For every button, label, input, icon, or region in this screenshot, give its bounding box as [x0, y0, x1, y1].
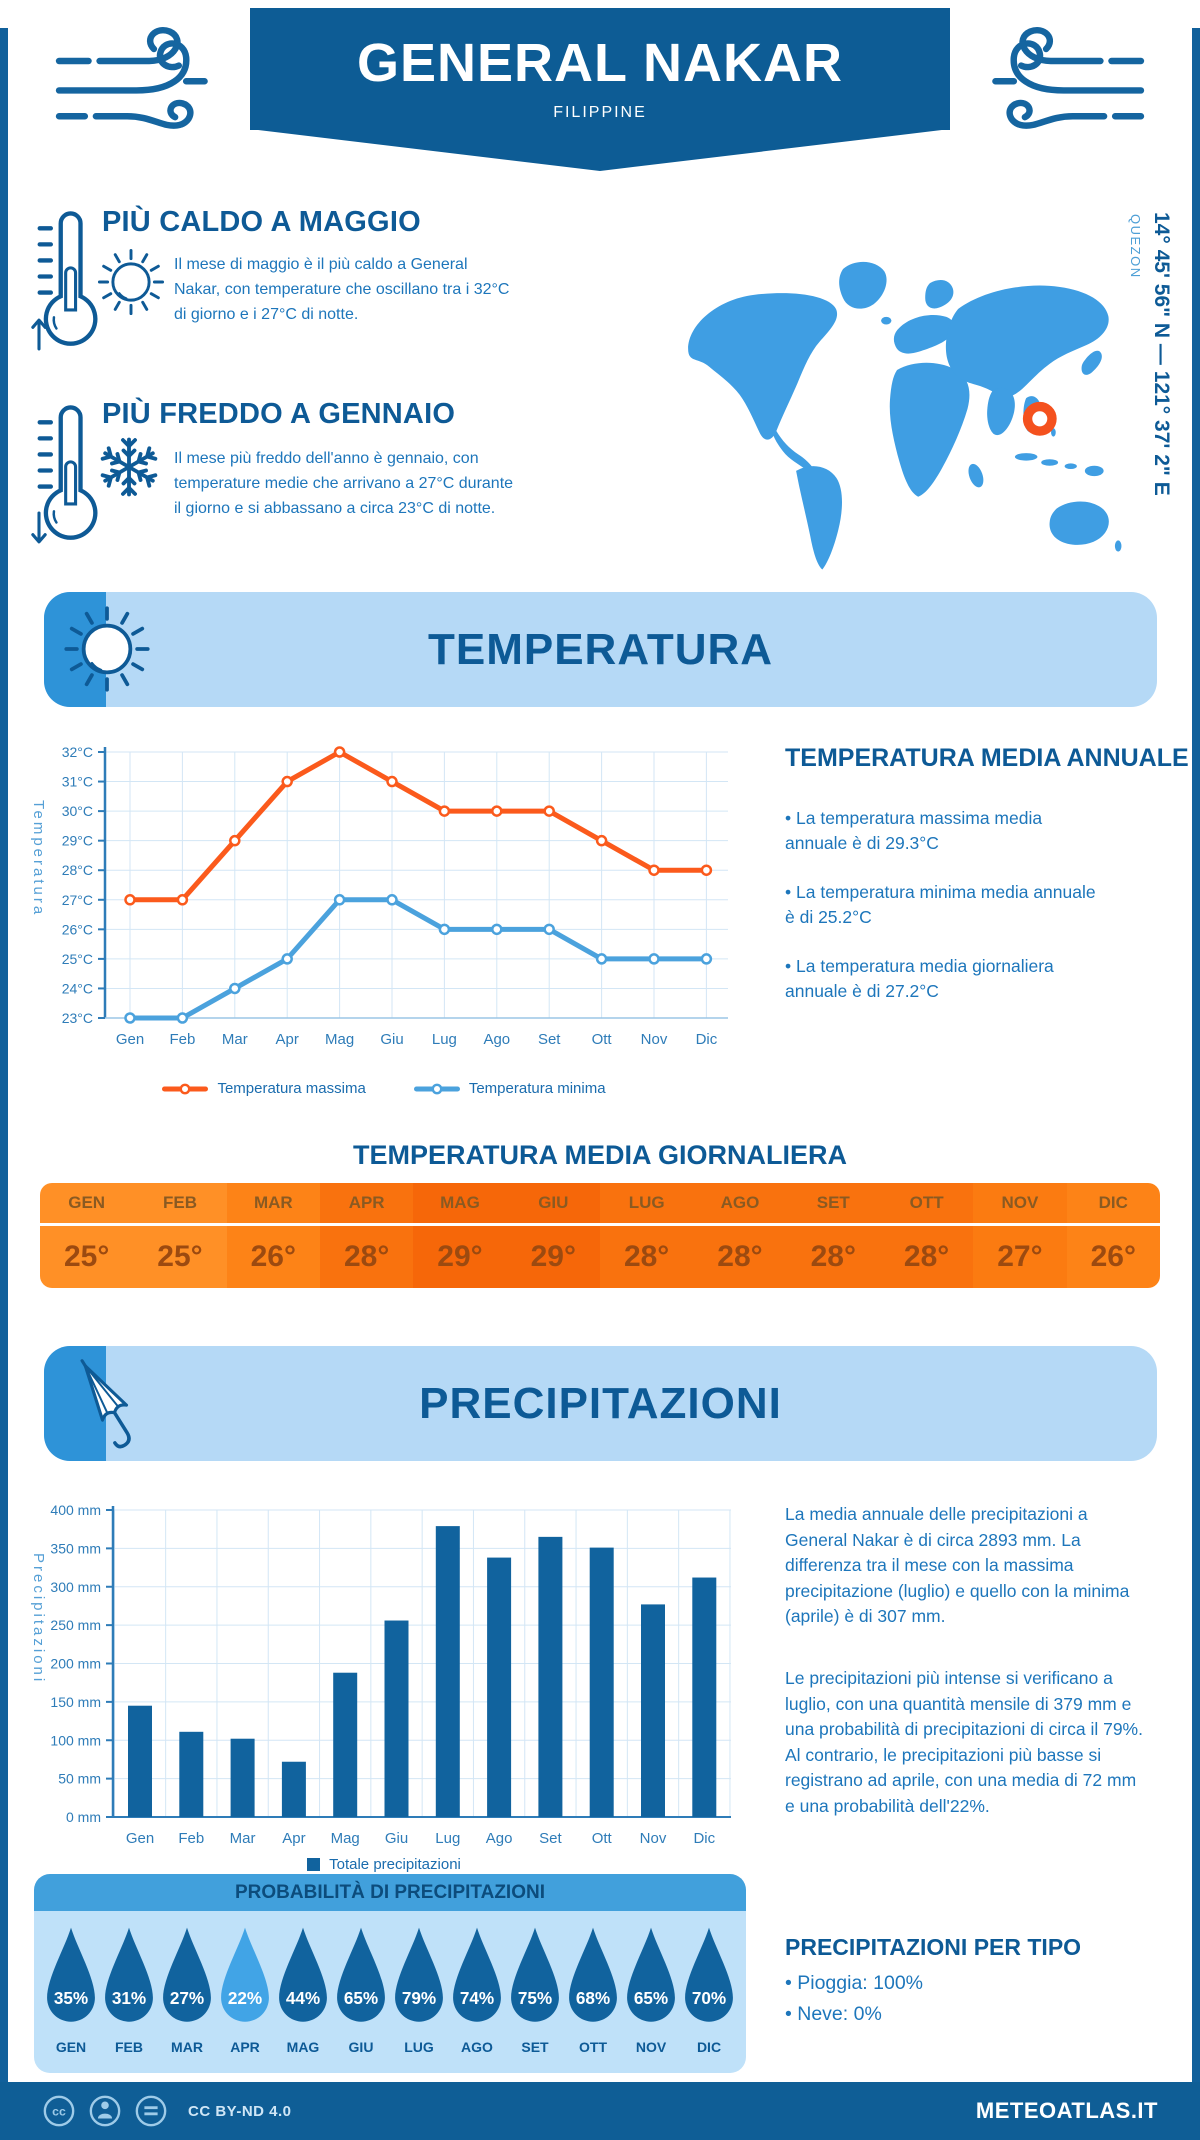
- svg-text:27%: 27%: [169, 1988, 205, 2009]
- svg-text:Mag: Mag: [330, 1830, 360, 1847]
- daily-temp-value: 25°: [157, 1240, 203, 1273]
- svg-text:22%: 22%: [227, 1988, 263, 2009]
- cc-icon: [42, 2094, 76, 2128]
- svg-text:Feb: Feb: [178, 1830, 205, 1847]
- raindrop-icon: [451, 1925, 503, 2029]
- svg-text:74%: 74%: [459, 1988, 495, 2009]
- svg-text:Dic: Dic: [693, 1830, 716, 1847]
- probability-drop: [449, 1925, 505, 2055]
- legend-marker: [414, 1083, 460, 1095]
- raindrop-icon: [45, 1925, 97, 2029]
- footer-license-text: CC BY-ND 4.0: [188, 2102, 292, 2120]
- annual-temperature-title: TEMPERATURA MEDIA ANNUALE: [785, 744, 1189, 772]
- svg-text:23°C: 23°C: [61, 1010, 93, 1026]
- svg-text:Feb: Feb: [169, 1031, 196, 1048]
- svg-text:27°C: 27°C: [61, 891, 93, 908]
- arrow-down-icon: [28, 510, 50, 546]
- highlight-cold-text: Il mese più freddo dell'anno è gennaio, con temperature medie che arrivano a 27°C durante il giorno e si abbassano a circa 23°C di notte.: [174, 450, 514, 517]
- probability-month-label: GIU: [348, 2039, 374, 2055]
- probability-drop: [623, 1925, 679, 2055]
- probability-title: PROBABILITÀ DI PRECIPITAZIONI: [34, 1874, 746, 1911]
- svg-text:44%: 44%: [285, 1988, 321, 2009]
- page-title: GENERAL NAKAR: [356, 33, 844, 93]
- svg-text:Set: Set: [539, 1830, 562, 1847]
- svg-text:Giu: Giu: [380, 1031, 404, 1048]
- precipitation-types-title: PRECIPITAZIONI PER TIPO: [785, 1934, 1082, 1960]
- svg-text:26°C: 26°C: [61, 921, 93, 938]
- probability-month-label: NOV: [635, 2039, 667, 2055]
- daily-temp-column: [880, 1183, 973, 1288]
- header-banner-chevron: [250, 129, 950, 171]
- map-region-label: QUEZON: [1128, 214, 1143, 279]
- probability-drop: [101, 1925, 157, 2055]
- svg-text:32°C: 32°C: [61, 744, 93, 760]
- svg-text:35%: 35%: [53, 1988, 89, 2009]
- daily-temp-month: DIC: [1067, 1183, 1160, 1226]
- svg-text:0 mm: 0 mm: [66, 1809, 101, 1825]
- no-derivatives-icon: [134, 2094, 168, 2128]
- temperature-section-title: TEMPERATURA: [427, 625, 774, 674]
- svg-text:25°C: 25°C: [61, 950, 93, 967]
- raindrop-icon: [683, 1925, 735, 2029]
- svg-text:65%: 65%: [343, 1988, 379, 2009]
- location-marker: [1028, 407, 1052, 431]
- annual-temperature-list: [785, 806, 1105, 1028]
- daily-temp-month: FEB: [133, 1183, 226, 1226]
- world-map: [655, 208, 1125, 593]
- daily-temp-month: SET: [787, 1183, 880, 1226]
- daily-temp-column: [40, 1183, 133, 1288]
- footer-license-group: [42, 2094, 292, 2128]
- precipitation-type-item: • Neve: 0%: [785, 1999, 923, 2030]
- svg-text:Lug: Lug: [431, 1031, 457, 1048]
- annual-temperature-item: • La temperatura massima media annuale è di 29.3°C: [785, 806, 1105, 856]
- svg-text:Lug: Lug: [435, 1830, 461, 1847]
- svg-text:Mag: Mag: [325, 1031, 355, 1048]
- svg-text:Ago: Ago: [483, 1031, 511, 1048]
- annual-temperature-item: • La temperatura media giornaliera annuale è di 27.2°C: [785, 954, 1105, 1004]
- temperature-chart-legend: [28, 1080, 740, 1097]
- svg-text:79%: 79%: [401, 1988, 437, 2009]
- temperature-chart: [28, 740, 740, 1060]
- precipitation-chart-legend: [28, 1856, 740, 1873]
- precipitation-summary-text: La media annuale delle precipitazioni a General Nakar è di circa 2893 mm. La differenza tra il mese con la massima precipitazione (luglio) e quello con la minima (aprile) è di 307 mm.: [785, 1504, 1130, 1626]
- svg-text:Gen: Gen: [115, 1031, 145, 1048]
- daily-temp-column: [320, 1183, 413, 1288]
- svg-text:Mar: Mar: [229, 1830, 256, 1847]
- arrow-up-icon: [28, 316, 50, 352]
- daily-temp-month: MAR: [227, 1183, 320, 1226]
- raindrop-icon: [567, 1925, 619, 2029]
- svg-text:Ott: Ott: [591, 1031, 612, 1048]
- daily-temp-month: NOV: [973, 1183, 1066, 1226]
- daily-temp-value: 27°: [997, 1240, 1043, 1273]
- raindrop-icon: [219, 1925, 271, 2029]
- wind-icon: [48, 24, 223, 144]
- precipitation-chart: [28, 1500, 740, 1860]
- raindrop-icon: [393, 1925, 445, 2029]
- probability-drop: [391, 1925, 447, 2055]
- sun-icon: [93, 244, 169, 320]
- svg-text:400 mm: 400 mm: [50, 1502, 101, 1518]
- probability-drop: [565, 1925, 621, 2055]
- raindrop-icon: [103, 1925, 155, 2029]
- probability-month-label: FEB: [115, 2039, 143, 2055]
- attribution-icon: [88, 2094, 122, 2128]
- raindrop-icon: [509, 1925, 561, 2029]
- probability-month-label: MAG: [286, 2039, 320, 2055]
- svg-text:Mar: Mar: [221, 1031, 248, 1048]
- legend-label: Totale precipitazioni: [329, 1856, 461, 1873]
- daily-temperature-table: [40, 1183, 1160, 1288]
- probability-month-label: APR: [230, 2039, 260, 2055]
- probability-month-label: LUG: [404, 2039, 434, 2055]
- highlight-warm-text: Il mese di maggio è il più caldo a General Nakar, con temperature che oscillano tra i 32°C di giorno e i 27°C di notte.: [174, 256, 510, 323]
- raindrop-icon: [335, 1925, 387, 2029]
- temperature-section-banner: [44, 592, 1157, 707]
- legend-marker: [162, 1083, 208, 1095]
- daily-temp-column: [693, 1183, 786, 1288]
- annual-temperature-item: • La temperatura minima media annuale è di 25.2°C: [785, 880, 1105, 930]
- svg-text:Ott: Ott: [591, 1830, 612, 1847]
- svg-text:75%: 75%: [517, 1988, 553, 2009]
- probability-month-label: AGO: [461, 2039, 493, 2055]
- daily-temp-column: [787, 1183, 880, 1288]
- daily-temp-value: 26°: [1090, 1240, 1136, 1273]
- precipitation-types-list: [785, 1968, 923, 2030]
- svg-text:Set: Set: [537, 1031, 561, 1048]
- probability-month-label: GEN: [55, 2039, 87, 2055]
- daily-temp-value: 29°: [530, 1240, 576, 1273]
- precipitation-section-banner: [44, 1346, 1157, 1461]
- probability-month-label: SET: [521, 2039, 549, 2055]
- daily-temp-month: AGO: [693, 1183, 786, 1226]
- probability-month-label: OTT: [579, 2039, 607, 2055]
- svg-text:Nov: Nov: [640, 1031, 668, 1048]
- daily-temp-value: 28°: [717, 1240, 763, 1273]
- svg-text:250 mm: 250 mm: [50, 1617, 101, 1634]
- svg-text:150 mm: 150 mm: [50, 1693, 101, 1710]
- sun-icon: [58, 600, 156, 698]
- highlight-cold-title: PIÙ FREDDO A GENNAIO: [102, 398, 456, 430]
- legend-label: Temperatura minima: [468, 1080, 606, 1097]
- daily-temp-column: [1067, 1183, 1160, 1288]
- precipitation-detail-text: Le precipitazioni più intense si verificano a luglio, con una quantità mensile di 379 mm e una probabilità di precipitazioni di circa il 79%. Al contrario, le precipitazioni più basse si registrano ad aprile, con una media di 72 mm e una probabilità dell'22%.: [785, 1668, 1143, 1816]
- daily-temp-column: [973, 1183, 1066, 1288]
- daily-temp-column: [133, 1183, 226, 1288]
- page-border-right: [1192, 28, 1200, 2082]
- svg-text:Ago: Ago: [485, 1830, 513, 1847]
- probability-drop: [43, 1925, 99, 2055]
- svg-text:28°C: 28°C: [61, 862, 93, 879]
- map-coordinates: 14° 45' 56" N — 121° 37' 2" E: [1150, 212, 1173, 496]
- wind-icon: [977, 24, 1152, 144]
- legend-item: [414, 1080, 606, 1097]
- svg-text:Gen: Gen: [125, 1830, 155, 1847]
- svg-text:65%: 65%: [633, 1988, 669, 2009]
- legend-item: [307, 1856, 461, 1873]
- svg-text:29°C: 29°C: [61, 832, 93, 849]
- page-border-left: [0, 28, 8, 2082]
- daily-temp-month: APR: [320, 1183, 413, 1226]
- daily-temp-value: 28°: [623, 1240, 670, 1273]
- daily-temp-value: 28°: [810, 1240, 856, 1273]
- daily-temp-month: MAG: [413, 1183, 506, 1226]
- svg-text:Nov: Nov: [639, 1830, 667, 1847]
- probability-drop: [275, 1925, 331, 2055]
- daily-temp-value: 25°: [63, 1240, 110, 1273]
- svg-text:31°C: 31°C: [61, 773, 93, 790]
- legend-marker: [307, 1858, 320, 1871]
- probability-drop: [217, 1925, 273, 2055]
- daily-temperature-title: TEMPERATURA MEDIA GIORNALIERA: [353, 1140, 847, 1170]
- page-subtitle: FILIPPINE: [553, 104, 647, 121]
- daily-temp-column: [507, 1183, 600, 1288]
- daily-temp-column: [227, 1183, 320, 1288]
- svg-text:50 mm: 50 mm: [58, 1770, 101, 1787]
- temperature-chart-ylabel: Temperatura: [30, 800, 47, 918]
- precipitation-chart-ylabel: Precipitazioni: [30, 1553, 47, 1685]
- svg-text:100 mm: 100 mm: [50, 1732, 101, 1749]
- precipitation-section-title: PRECIPITAZIONI: [419, 1379, 782, 1428]
- daily-temp-month: OTT: [880, 1183, 973, 1226]
- svg-text:300 mm: 300 mm: [50, 1578, 101, 1595]
- snowflake-icon: [96, 434, 162, 500]
- raindrop-icon: [161, 1925, 213, 2029]
- svg-text:Apr: Apr: [282, 1830, 306, 1847]
- daily-temp-month: GIU: [507, 1183, 600, 1226]
- daily-temp-value: 29°: [437, 1240, 483, 1273]
- highlight-warm-title: PIÙ CALDO A MAGGIO: [102, 206, 421, 238]
- probability-drop: [507, 1925, 563, 2055]
- probability-month-label: DIC: [696, 2039, 722, 2055]
- svg-text:200 mm: 200 mm: [50, 1655, 101, 1672]
- svg-text:Apr: Apr: [275, 1031, 299, 1048]
- daily-temp-value: 26°: [250, 1240, 296, 1273]
- footer-site-name: METEOATLAS.IT: [975, 2098, 1158, 2123]
- daily-temp-value: 28°: [343, 1240, 390, 1273]
- umbrella-icon: [56, 1352, 158, 1454]
- legend-item: [162, 1080, 365, 1097]
- svg-text:cc: cc: [52, 2104, 66, 2119]
- svg-text:30°C: 30°C: [61, 803, 93, 820]
- svg-text:24°C: 24°C: [61, 980, 93, 997]
- probability-drop: [159, 1925, 215, 2055]
- svg-text:31%: 31%: [111, 1988, 147, 2009]
- header-banner: [250, 8, 950, 130]
- probability-month-label: MAR: [171, 2039, 203, 2055]
- svg-text:Dic: Dic: [695, 1031, 718, 1048]
- raindrop-icon: [625, 1925, 677, 2029]
- svg-text:350 mm: 350 mm: [50, 1540, 101, 1557]
- daily-temp-column: [600, 1183, 693, 1288]
- daily-temp-month: LUG: [600, 1183, 693, 1226]
- svg-text:Giu: Giu: [384, 1830, 409, 1847]
- probability-body: [34, 1911, 746, 2073]
- svg-text:68%: 68%: [575, 1988, 611, 2009]
- precipitation-probability-panel: [34, 1874, 746, 2073]
- probability-drop: [681, 1925, 737, 2055]
- raindrop-icon: [277, 1925, 329, 2029]
- legend-label: Temperatura massima: [217, 1080, 366, 1097]
- svg-text:70%: 70%: [691, 1988, 727, 2009]
- precipitation-type-item: • Pioggia: 100%: [785, 1968, 923, 1999]
- daily-temp-column: [413, 1183, 506, 1288]
- daily-temp-month: GEN: [40, 1183, 133, 1226]
- daily-temp-value: 28°: [903, 1240, 950, 1273]
- footer: [0, 2082, 1200, 2140]
- probability-drop: [333, 1925, 389, 2055]
- probability-drops-row: [42, 1925, 738, 2055]
